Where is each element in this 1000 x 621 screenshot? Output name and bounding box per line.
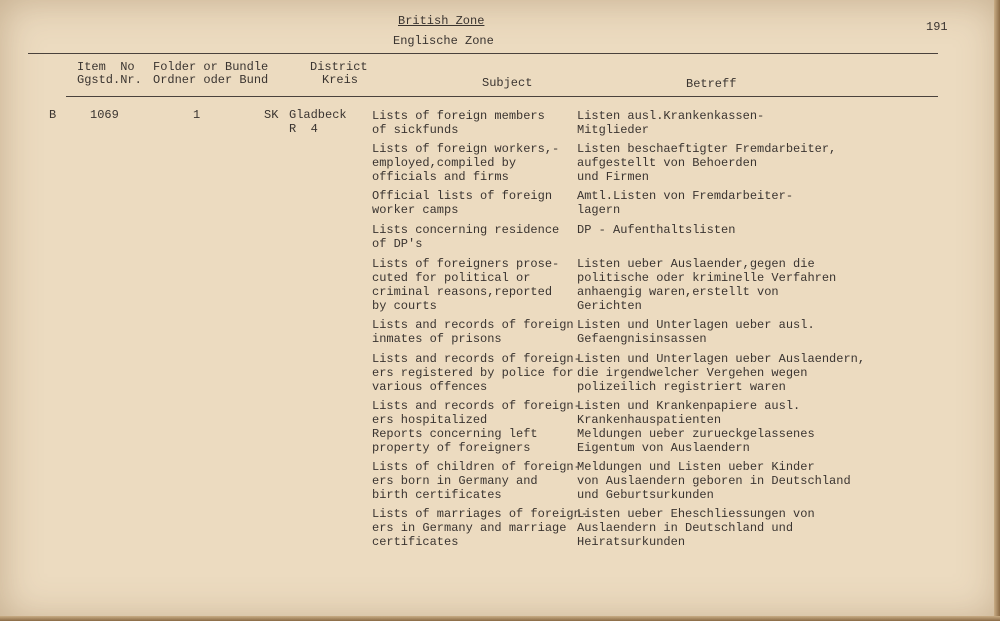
page-number: 191: [926, 20, 948, 34]
entry-subject: Lists of children of foreign- ers born in Germany and birth certificates: [372, 460, 581, 502]
entry-betreff: Listen und Unterlagen ueber ausl. Gefaengnisinsassen: [577, 318, 815, 346]
page-edge-bottom: [0, 616, 1000, 621]
column-betreff: Betreff: [686, 77, 737, 91]
entry-subject: Lists of foreigners prose- cuted for political or criminal reasons,reported by courts: [372, 257, 560, 313]
record-item-number: 1069: [90, 108, 119, 122]
column-subject: Subject: [482, 76, 533, 90]
entry-subject: Official lists of foreign worker camps: [372, 189, 553, 217]
entry-betreff: Amtl.Listen von Fremdarbeiter- lagern: [577, 189, 794, 217]
entry-subject: Lists of foreign workers,- employed,compiled by officials and firms: [372, 142, 560, 184]
entry-betreff: Listen ueber Auslaender,gegen die politische oder kriminelle Verfahren anhaengig waren,erstellt von Gerichten: [577, 257, 837, 313]
entry-betreff: Listen ausl.Krankenkassen- Mitglieder: [577, 109, 765, 137]
entry-betreff: Listen und Unterlagen ueber Auslaendern, die irgendwelcher Vergehen wegen polizeilich registriert waren: [577, 352, 866, 394]
column-item-de: Ggstd.Nr.: [77, 73, 142, 87]
entry-betreff: Listen und Krankenpapiere ausl. Krankenhauspatienten Meldungen ueber zurueckgelassenes Eigentum von Auslaendern: [577, 399, 815, 455]
column-district-de: Kreis: [322, 73, 359, 87]
record-letter: B: [49, 108, 57, 122]
entry-subject: Lists of marriages of foreign- ers in Germany and marriage certificates: [372, 507, 589, 549]
column-folder-en: Folder or Bundle: [153, 60, 269, 74]
header-bottom-rule: [66, 96, 938, 97]
entry-subject: Lists and records of foreign- ers hospitalized Reports concerning left property of foreigners: [372, 399, 581, 455]
column-folder-de: Ordner oder Bund: [153, 73, 269, 87]
entry-betreff: Meldungen und Listen ueber Kinder von Auslaendern geboren in Deutschland und Geburtsurkunden: [577, 460, 851, 502]
record-district-code: SK: [264, 108, 279, 122]
entry-betreff: DP - Aufenthaltslisten: [577, 223, 736, 237]
entry-subject: Lists and records of foreign inmates of prisons: [372, 318, 574, 346]
entry-subject: Lists and records of foreign- ers registered by police for various offences: [372, 352, 581, 394]
zone-title-en: British Zone: [398, 14, 485, 28]
entry-betreff: Listen ueber Eheschliessungen von Auslaendern in Deutschland und Heiratsurkunden: [577, 507, 815, 549]
record-district-sub: R 4: [289, 122, 318, 136]
page-edge-right: [994, 0, 1000, 621]
entry-subject: Lists concerning residence of DP's: [372, 223, 560, 251]
record-district-name: Gladbeck: [289, 108, 347, 122]
zone-title-de: Englische Zone: [393, 34, 494, 48]
column-item-en: Item No: [77, 60, 135, 74]
record-folder: 1: [193, 108, 201, 122]
entry-betreff: Listen beschaeftigter Fremdarbeiter, aufgestellt von Behoerden und Firmen: [577, 142, 837, 184]
column-district-en: District: [310, 60, 368, 74]
entry-subject: Lists of foreign members of sickfunds: [372, 109, 545, 137]
header-top-rule: [28, 53, 938, 54]
